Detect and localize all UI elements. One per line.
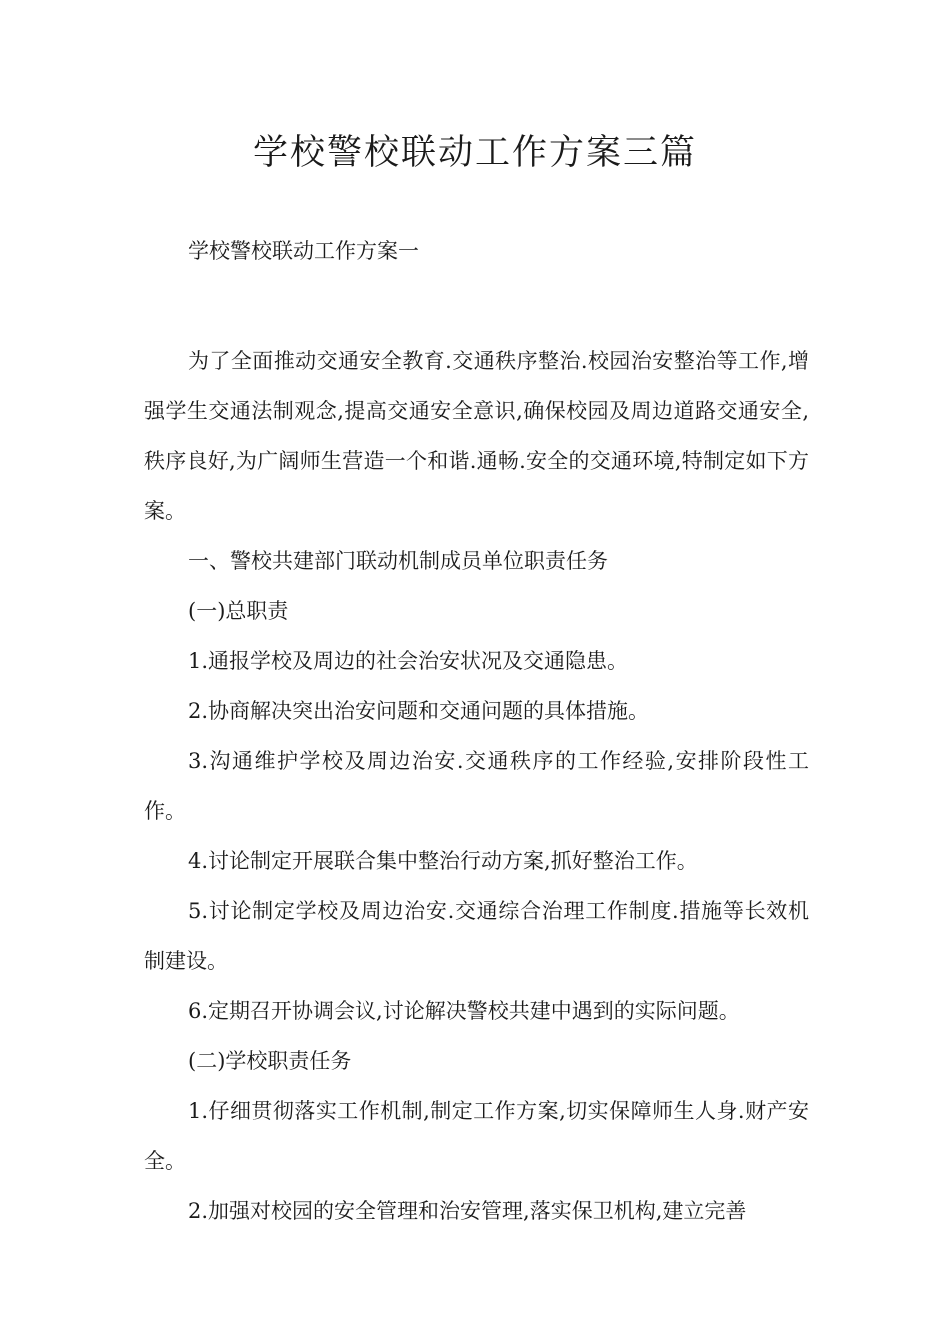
paragraph: 3.沟通维护学校及周边治安.交通秩序的工作经验,安排阶段性工作。 [144, 749, 809, 823]
document-body [144, 336, 809, 1236]
document-subtitle: 学校警校联动工作方案一 [188, 239, 419, 263]
document-title: 学校警校联动工作方案三篇 [252, 133, 697, 173]
paragraph: 2.加强对校园的安全管理和治安管理,落实保卫机构,建立完善 [188, 1199, 747, 1223]
paragraph: (二)学校职责任务 [188, 1049, 352, 1073]
paragraph: 5.讨论制定学校及周边治安.交通综合治理工作制度.措施等长效机制建设。 [144, 899, 809, 973]
paragraph: 一、警校共建部门联动机制成员单位职责任务 [188, 549, 608, 573]
paragraph: 4.讨论制定开展联合集中整治行动方案,抓好整治工作。 [188, 849, 698, 873]
paragraph: 为了全面推动交通安全教育.交通秩序整治.校园治安整治等工作,增强学生交通法制观念,提高交通安全意识,确保校园及周边道路交通安全,秩序良好,为广阔师生营造一个和谐.通畅.安全的交通环境,特制定如下方案。 [144, 349, 809, 523]
paragraph: 1.通报学校及周边的社会治安状况及交通隐患。 [188, 649, 629, 673]
paragraph: 1.仔细贯彻落实工作机制,制定工作方案,切实保障师生人身.财产安全。 [144, 1099, 809, 1173]
paragraph: 2.协商解决突出治安问题和交通问题的具体措施。 [188, 699, 650, 723]
paragraph: (一)总职责 [188, 599, 289, 623]
paragraph: 6.定期召开协调会议,讨论解决警校共建中遇到的实际问题。 [188, 999, 740, 1023]
